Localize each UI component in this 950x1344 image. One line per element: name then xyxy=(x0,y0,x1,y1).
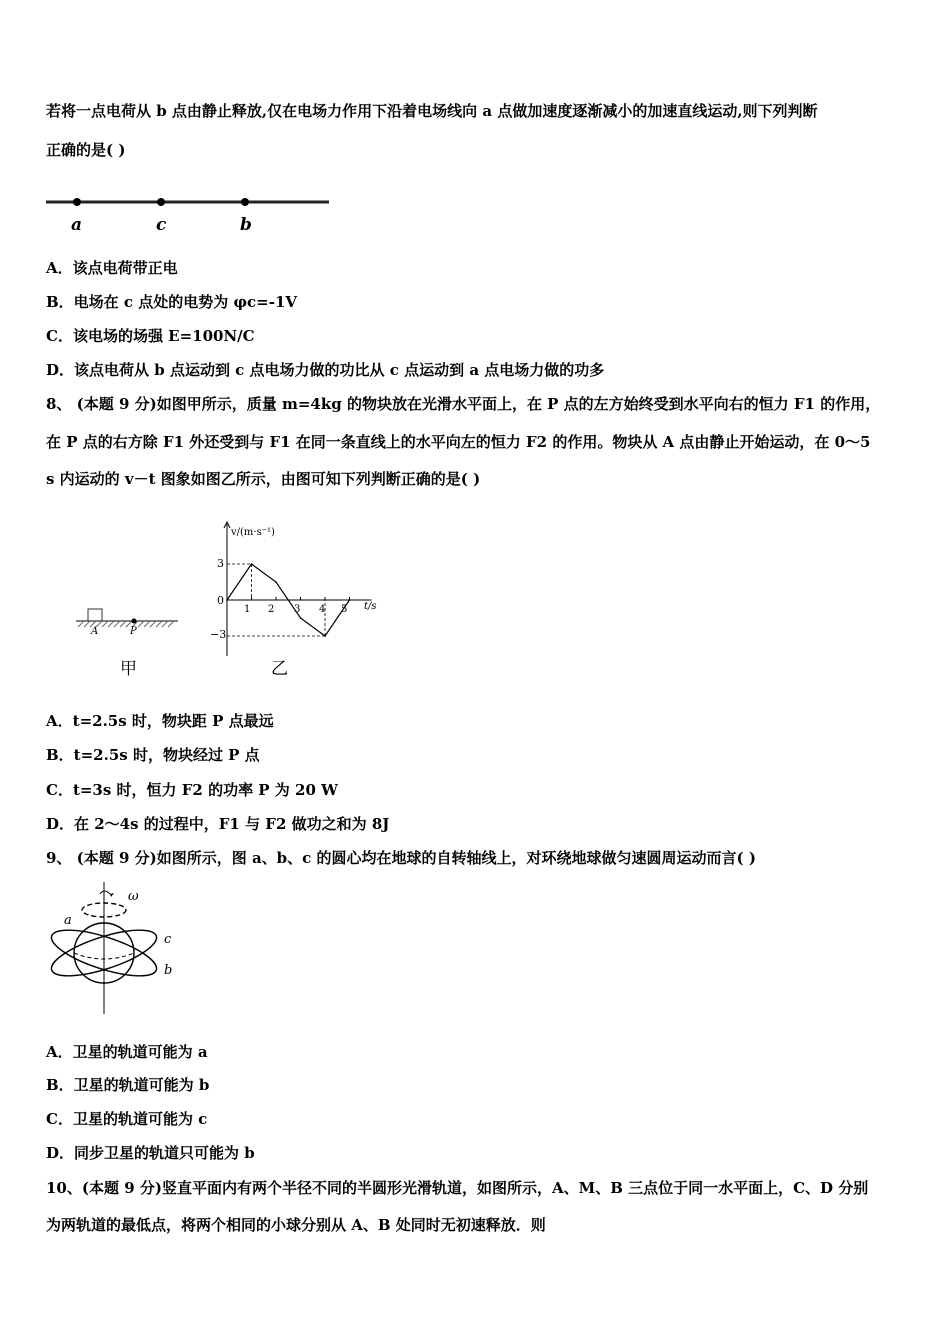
v-point-t2 xyxy=(275,581,277,583)
field-line-figure xyxy=(44,188,334,236)
label-b: b xyxy=(240,215,252,235)
y-axis-label: v/(m·s⁻¹) xyxy=(231,527,275,538)
q8-stem-line2: 在 P 点的右方除 F1 外还受到与 F1 在同一条直线上的水平向左的恒力 F2 的作用。物块从 A 点由静止开始运动，在 0～5 xyxy=(46,433,871,451)
q8-option-a[interactable]: A．t=2.5s 时，物块距 P 点最远 xyxy=(46,712,274,730)
orbit-c-label: c xyxy=(164,932,172,947)
x-tick-2: 2 xyxy=(268,604,275,615)
v-point-t5 xyxy=(349,599,351,601)
caption-jia: 甲 xyxy=(120,659,137,679)
q7-option-c[interactable]: C．该电场的场强 E=100N/C xyxy=(46,327,255,345)
x-tick-5: 5 xyxy=(341,604,348,615)
point-b-dot xyxy=(241,198,249,206)
label-a: A xyxy=(91,626,99,637)
label-c: c xyxy=(156,215,167,235)
q7-stem-line2: 正确的是( ) xyxy=(46,141,126,159)
v-point-t0 xyxy=(226,599,228,601)
vt-chart-area xyxy=(224,522,372,656)
q9-option-b[interactable]: B．卫星的轨道可能为 b xyxy=(46,1076,210,1094)
x-axis-label: t/s xyxy=(364,601,377,612)
q9-option-a[interactable]: A．卫星的轨道可能为 a xyxy=(46,1043,208,1061)
label-a: a xyxy=(71,215,83,235)
v-point-t3 xyxy=(300,617,302,619)
orbit-a-label: a xyxy=(64,913,72,928)
q7-option-a[interactable]: A．该点电荷带正电 xyxy=(46,259,178,277)
q10-stem-line1: 10、(本题 9 分)竖直平面内有两个半径不同的半圆形光滑轨道，如图所示，A、M、B 三点位于同一水平面上，C、D 分别 xyxy=(46,1179,869,1197)
q8-option-b[interactable]: B．t=2.5s 时，物块经过 P 点 xyxy=(46,746,260,764)
y-tick-0: 0 xyxy=(217,594,224,607)
q9-stem-line1: 9、 (本题 9 分)如图所示，图 a、b、c 的圆心均在地球的自转轴线上，对环绕地球做匀速圆周运动而言( ) xyxy=(46,849,756,867)
q7-option-d[interactable]: D．该点电荷从 b 点运动到 c 点电场力做的功比从 c 点运动到 a 点电场力做的功多 xyxy=(46,361,605,379)
y-tick-3: 3 xyxy=(217,557,224,570)
point-a-dot xyxy=(73,198,81,206)
v-point-t1 xyxy=(251,563,253,565)
caption-yi: 乙 xyxy=(271,659,288,679)
omega-label: ω xyxy=(128,889,139,904)
q8-stem-line1: 8、 (本题 9 分)如图甲所示，质量 m=4kg 的物块放在光滑水平面上，在 P 点的左方始终受到水平向右的恒力 F1 的作用， xyxy=(46,395,881,413)
q9-option-c[interactable]: C．卫星的轨道可能为 c xyxy=(46,1110,208,1128)
block xyxy=(88,609,102,621)
x-tick-1: 1 xyxy=(244,604,251,615)
q9-option-d[interactable]: D．同步卫星的轨道只可能为 b xyxy=(46,1144,255,1162)
q7-stem-line1: 若将一点电荷从 b 点由静止释放,仅在电场力作用下沿着电场线向 a 点做加速度逐渐减小的加速直线运动,则下列判断 xyxy=(46,102,818,120)
x-tick-4: 4 xyxy=(319,604,326,615)
q7-option-b[interactable]: B．电场在 c 点处的电势为 φc=-1V xyxy=(46,293,298,311)
figure-jia xyxy=(74,600,184,680)
q8-option-c[interactable]: C．t=3s 时，恒力 F2 的功率 P 为 20 W xyxy=(46,781,338,799)
figure-yi-vt-graph xyxy=(205,518,390,683)
y-tick-neg3: −3 xyxy=(210,628,227,641)
point-p-dot xyxy=(132,619,137,624)
v-point-t4 xyxy=(324,635,326,637)
orbit-figure xyxy=(44,880,189,1020)
point-c-dot xyxy=(157,198,165,206)
q8-stem-line3: s 内运动的 v－t 图象如图乙所示，由图可知下列判断正确的是( ) xyxy=(46,470,481,488)
q8-option-d[interactable]: D．在 2～4s 的过程中，F1 与 F2 做功之和为 8J xyxy=(46,815,390,833)
label-p: P xyxy=(130,626,137,637)
x-tick-3: 3 xyxy=(294,604,301,615)
q10-stem-line2: 为两轨道的最低点，将两个相同的小球分别从 A、B 处同时无初速释放．则 xyxy=(46,1216,546,1234)
orbit-b-label: b xyxy=(164,963,173,978)
